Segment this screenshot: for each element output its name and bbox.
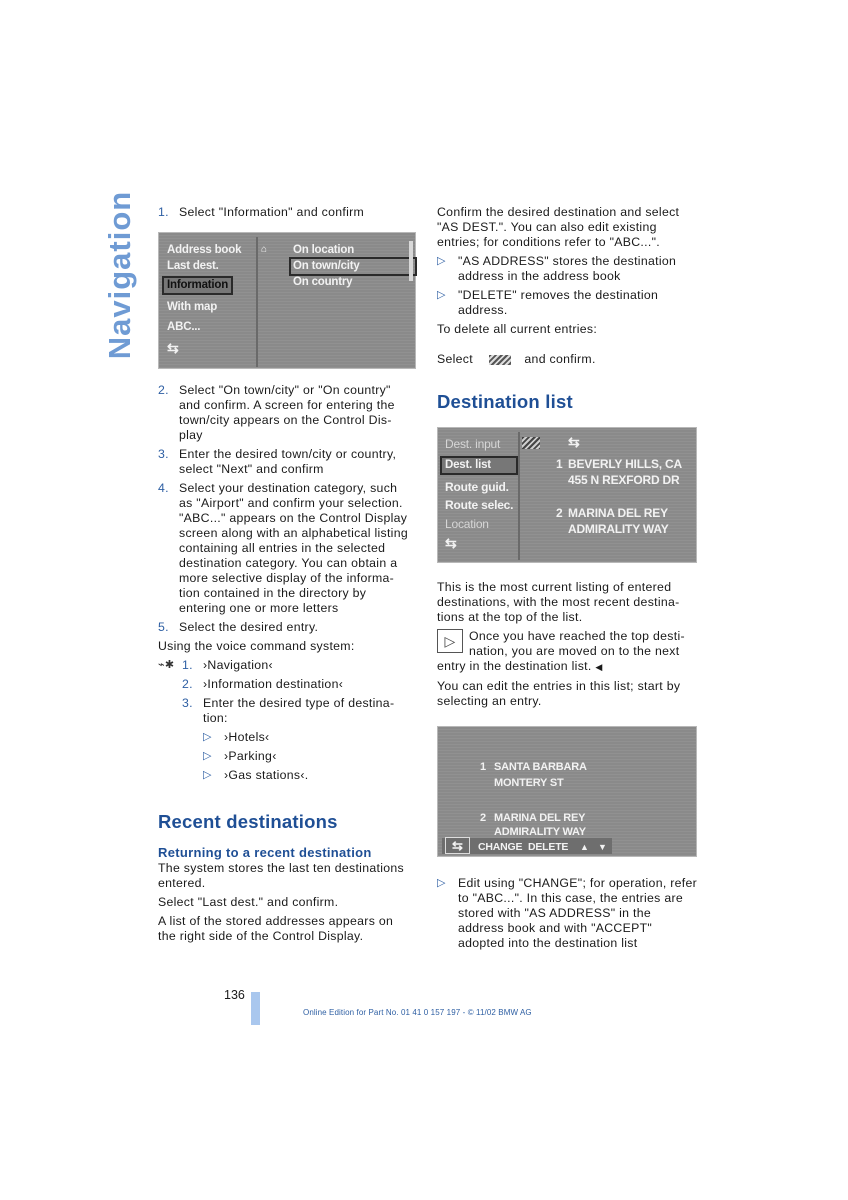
step-1 [158, 205, 413, 220]
bullet-text: "AS ADDRESS" stores the destination address in the address book [458, 254, 677, 283]
option-on-country[interactable]: On country [293, 276, 353, 288]
footer-edition: Online Edition for Part No. 01 41 0 157 197 - © 11/02 BMW AG [303, 1008, 532, 1017]
menu-route-selec[interactable]: Route selec. [445, 498, 514, 512]
back-arrow-icon[interactable]: ⇆ [446, 838, 469, 853]
list-description: This is the most current listing of entered destinations, with the most recent destina-tions at the top of the list. [437, 580, 680, 624]
returning-heading: Returning to a recent destination [158, 845, 372, 860]
bullet-text: "DELETE" removes the destination address. [458, 288, 659, 317]
menu-location[interactable]: Location [445, 517, 489, 531]
note-text: Once you have reached the top desti-nation, you are moved on to the next entry in the destination list. [437, 629, 685, 673]
back-arrow-icon[interactable]: ⇆ [167, 340, 179, 356]
step-number: 1. [182, 658, 193, 672]
note-paragraph [437, 629, 699, 675]
voice-step-1 [182, 658, 413, 673]
menu-with-map[interactable]: With map [167, 301, 218, 313]
menu-information[interactable]: Information [164, 278, 231, 293]
edit-entry-2-number: 2 [480, 812, 486, 824]
home-icon[interactable]: ⌂ [261, 244, 267, 255]
delete-button[interactable]: DELETE [528, 841, 569, 853]
para-stores: The system stores the last ten destinations entered. [158, 861, 404, 890]
voice-sub-parking [203, 749, 413, 764]
step-3 [158, 447, 413, 477]
voice-command-icon: ⌁✱ [158, 659, 175, 671]
step-number: 3. [182, 696, 193, 710]
edit-toolbar [442, 838, 612, 854]
menu-abc[interactable]: ABC... [167, 321, 201, 333]
page-number-bar [251, 992, 260, 1025]
voice-step-3 [182, 696, 413, 726]
edit-entry-1-line1[interactable]: SANTA BARBARA [494, 761, 587, 773]
delete-all-icon[interactable] [522, 437, 540, 449]
option-on-location[interactable]: On location [293, 244, 355, 256]
menu-address-book[interactable]: Address book [167, 244, 242, 256]
voice-sub-text: ›Hotels‹ [224, 730, 270, 744]
step-2 [158, 383, 413, 443]
back-arrow-icon[interactable]: ⇆ [445, 535, 457, 551]
triangle-bullet-icon: ▷ [203, 769, 212, 781]
bullet-delete [437, 288, 699, 318]
right-column [437, 205, 699, 955]
select-label: Select [437, 352, 473, 366]
voice-sub-text: ›Parking‹ [224, 749, 277, 763]
menu-route-guid[interactable]: Route guid. [445, 480, 509, 494]
edit-entry-1-line2[interactable]: MONTERY ST [494, 777, 564, 789]
step-4 [158, 481, 413, 616]
screen-divider [256, 237, 258, 367]
voice-command-list [158, 658, 413, 783]
step-number: 4. [158, 481, 169, 495]
note-triangle-icon: ▷ [437, 629, 463, 653]
bullet-text: Edit using "CHANGE"; for operation, refer to "ABC...". In this case, the entries are stored with "AS ADDRESS" in the address book and with "ACCEPT" adopted into the destination list [458, 876, 698, 950]
step-text: Select your destination category, such as "Airport" and confirm your selection. "ABC..." appears on the Control Display screen along with an alphabetical listing containing all entries in the selected destination category. You can obtain a more selective display of the informa-tion contained in the directory by entering one or more letters [179, 481, 408, 615]
voice-intro: Using the voice command system: [158, 639, 355, 653]
scroll-down-icon[interactable]: ▼ [598, 842, 607, 852]
step-number: 1. [158, 205, 169, 219]
scrollbar[interactable] [409, 241, 413, 281]
step-number: 5. [158, 620, 169, 634]
section-side-tab-label: Navigation [102, 190, 137, 360]
edit-entry-2-line1[interactable]: MARINA DEL REY [494, 812, 586, 824]
edit-entry-1-number: 1 [480, 761, 486, 773]
step-text: ›Navigation‹ [203, 658, 273, 672]
step-text: Select "Information" and confirm [179, 205, 365, 219]
control-display-information [158, 232, 416, 369]
triangle-bullet-icon: ▷ [203, 750, 212, 762]
step-number: 2. [182, 677, 193, 691]
delete-all-text: To delete all current entries: [437, 322, 598, 336]
left-column [158, 205, 413, 948]
voice-sub-text: ›Gas stations‹. [224, 768, 309, 782]
para-select-last: Select "Last dest." and confirm. [158, 895, 339, 909]
scroll-up-icon[interactable]: ▲ [580, 842, 589, 852]
step-text: Enter the desired type of destina-tion: [203, 696, 395, 725]
confirm-text: Confirm the desired destination and select "AS DEST.". You can also edit existing entries; for conditions refer to "ABC...". [437, 205, 680, 249]
recent-destinations-heading: Recent destinations [158, 811, 338, 832]
destination-list-heading: Destination list [437, 391, 573, 412]
change-button[interactable]: CHANGE [478, 841, 523, 853]
triangle-bullet-icon: ▷ [203, 731, 212, 743]
triangle-bullet-icon: ▷ [437, 255, 446, 267]
menu-last-dest[interactable]: Last dest. [167, 260, 219, 272]
edit-entry-2-line2[interactable]: ADMIRALITY WAY [494, 826, 586, 838]
dest-entry-2-line2[interactable]: ADMIRALITY WAY [568, 522, 669, 536]
end-mark-icon: ◀ [595, 662, 603, 672]
step-text: Select the desired entry. [179, 620, 319, 634]
and-confirm-label: and confirm. [524, 352, 596, 366]
step-text: Select "On town/city" or "On country" and confirm. A screen for entering the town/city appears on the Control Dis-play [179, 383, 395, 442]
para-list-appears: A list of the stored addresses appears on the right side of the Control Display. [158, 914, 394, 943]
edit-intro: You can edit the entries in this list; start by selecting an entry. [437, 679, 681, 708]
dest-entry-1-line2[interactable]: 455 N REXFORD DR [568, 473, 680, 487]
dest-entry-1-line1[interactable]: BEVERLY HILLS, CA [568, 457, 682, 471]
triangle-bullet-icon: ▷ [437, 289, 446, 301]
bullet-edit-change [437, 876, 699, 951]
menu-dest-list[interactable]: Dest. list [442, 458, 516, 473]
menu-dest-input[interactable]: Dest. input [445, 437, 501, 451]
step-text: ›Information destination‹ [203, 677, 344, 691]
dest-entry-2-line1[interactable]: MARINA DEL REY [568, 506, 668, 520]
control-display-destination-list [437, 427, 697, 563]
voice-step-2 [182, 677, 413, 692]
step-text: Enter the desired town/city or country, select "Next" and confirm [179, 447, 397, 476]
control-display-edit-list [437, 726, 697, 857]
section-side-tab [100, 190, 140, 360]
screen-divider [518, 432, 520, 560]
step-number: 3. [158, 447, 169, 461]
voice-sub-gas [203, 768, 413, 783]
dest-entry-2-number: 2 [556, 506, 563, 520]
step-5 [158, 620, 413, 635]
delete-all-icon [489, 355, 511, 365]
triangle-bullet-icon: ▷ [437, 877, 446, 889]
dest-entry-1-number: 1 [556, 457, 563, 471]
select-confirm-line [437, 352, 699, 367]
step-number: 2. [158, 383, 169, 397]
back-arrow-icon[interactable]: ⇆ [568, 434, 580, 450]
bullet-as-address [437, 254, 699, 284]
voice-sub-hotels [203, 730, 413, 745]
page-number: 136 [224, 988, 245, 1002]
option-on-town-city[interactable]: On town/city [291, 259, 415, 274]
